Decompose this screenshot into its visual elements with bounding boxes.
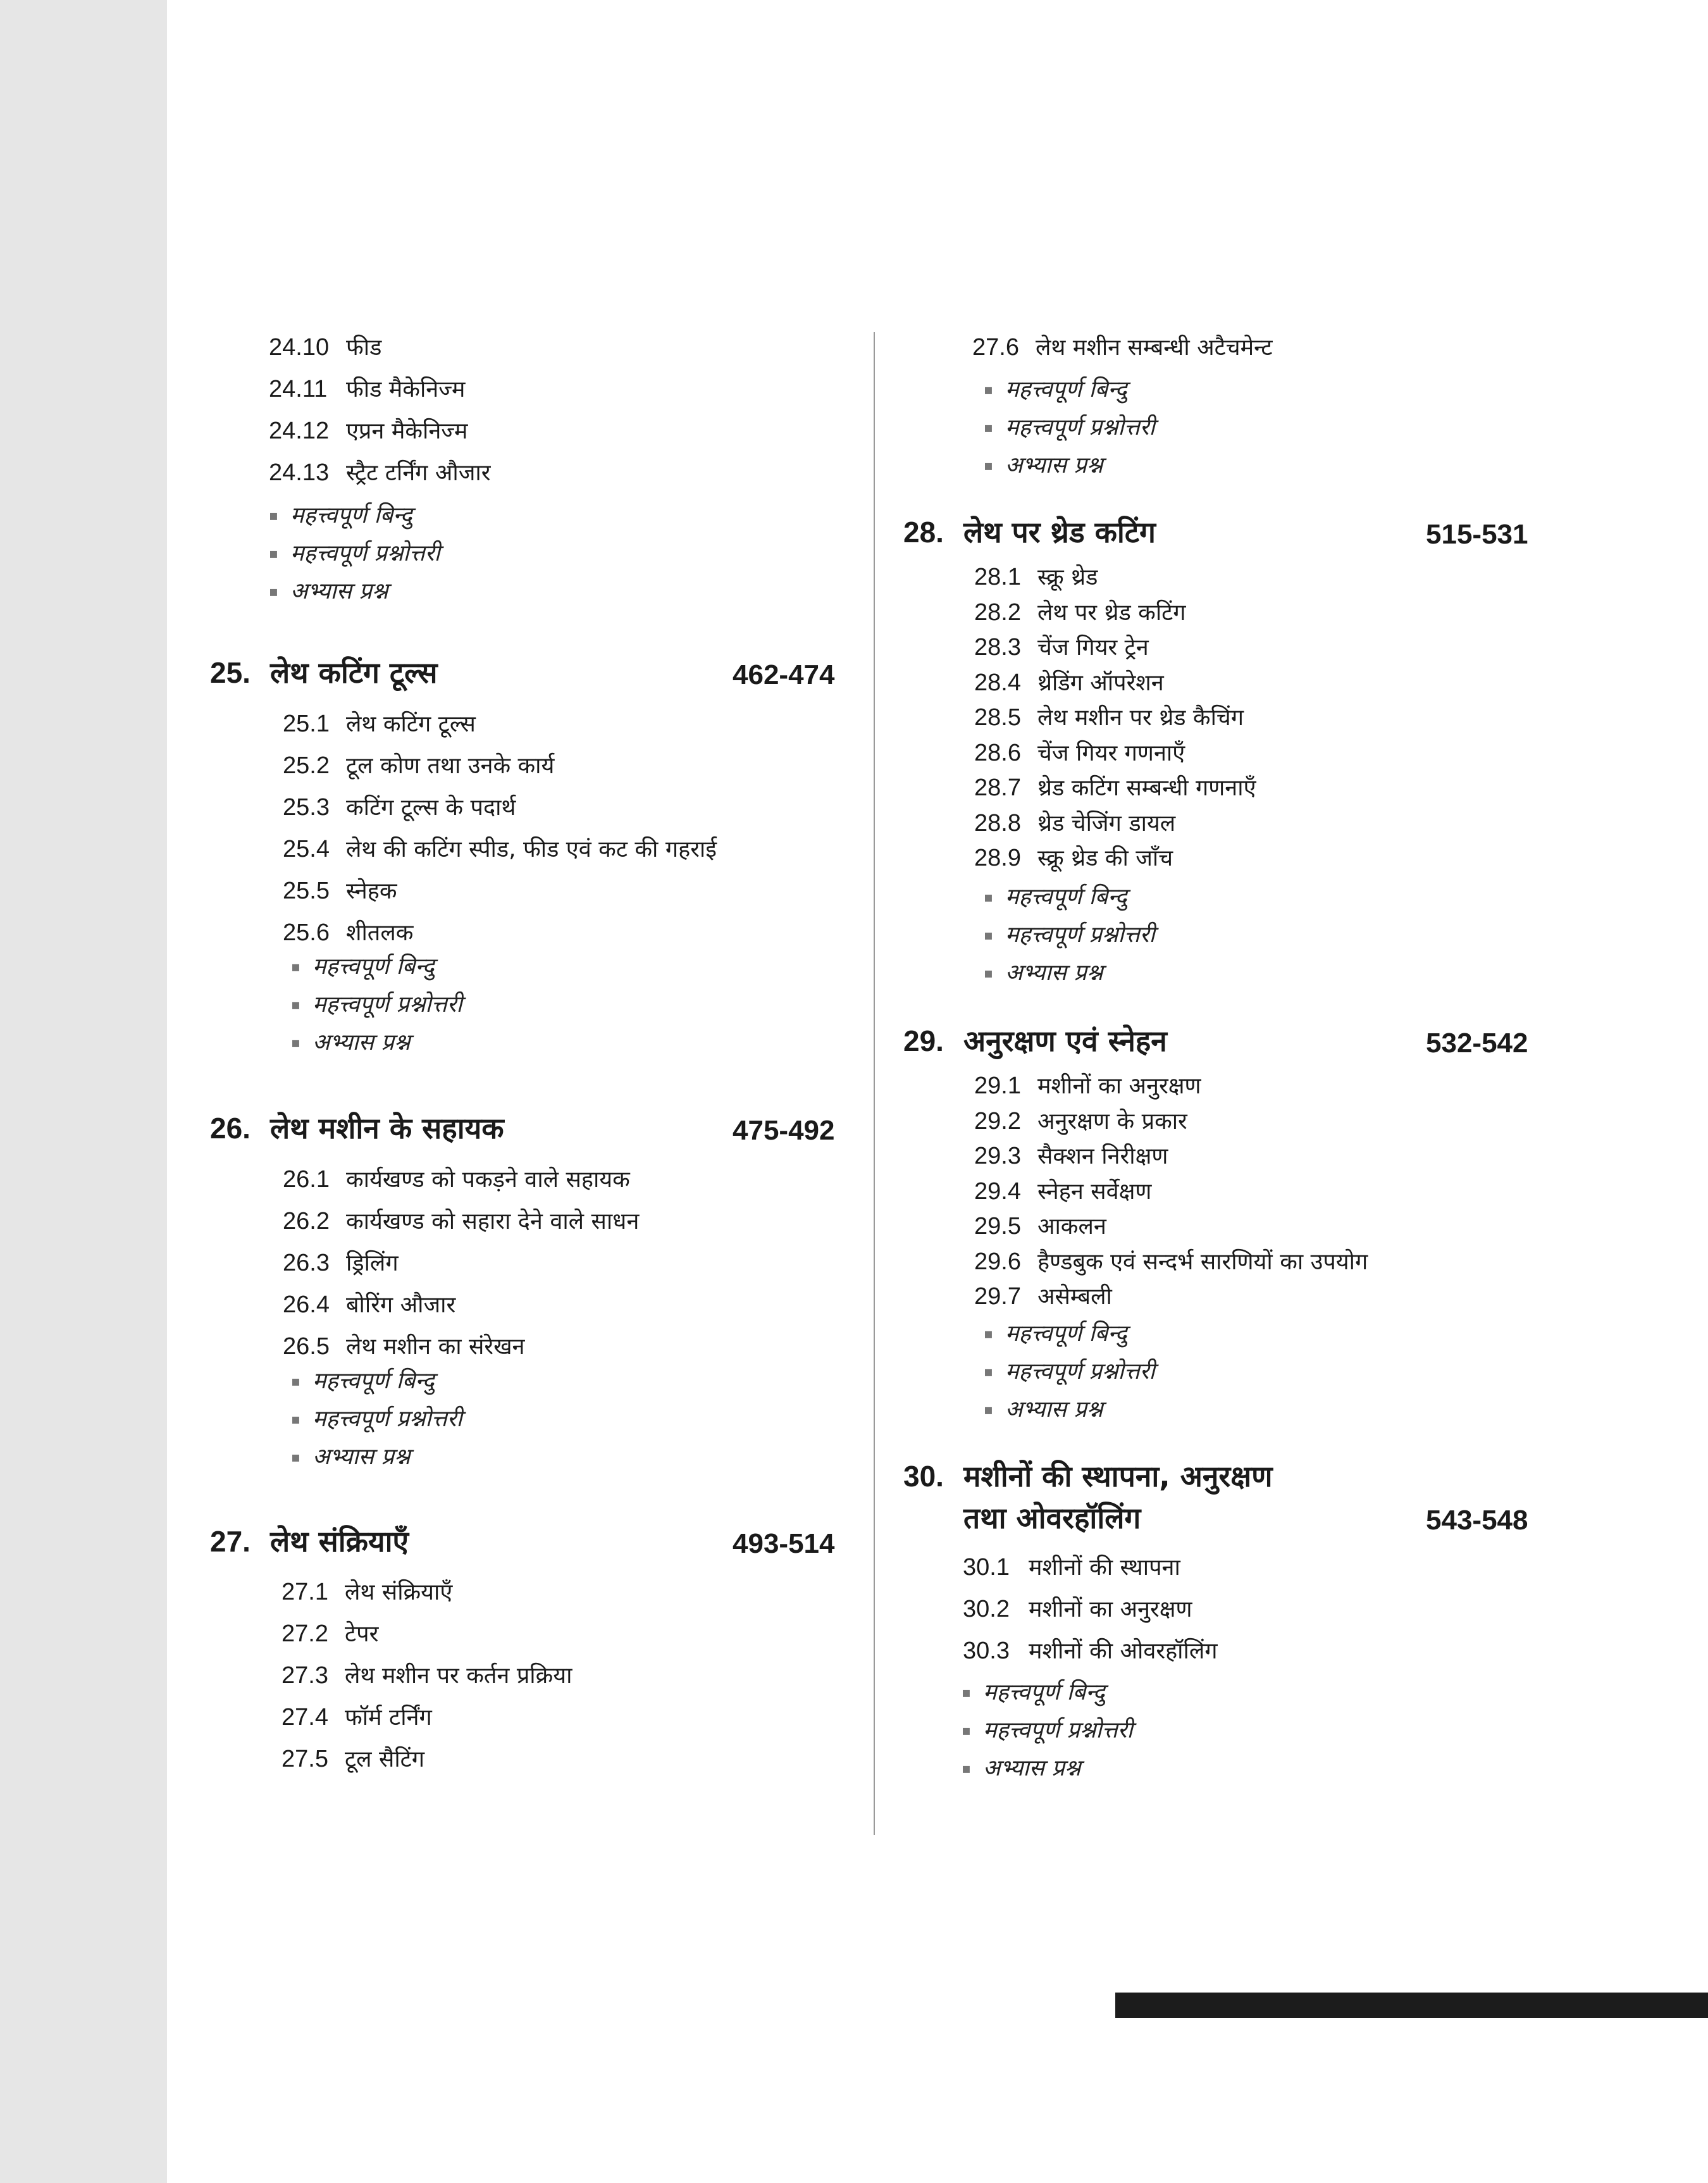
chapter-number: 26. [210, 1112, 251, 1145]
subsection-title: स्नेहक [346, 878, 397, 904]
bullet-icon: ▪ [984, 966, 993, 981]
toc-bullet-item [291, 1031, 410, 1054]
subsection-title: टूल सैटिंग [345, 1746, 425, 1772]
chapter-number: 28. [903, 516, 944, 549]
bullet-icon: ▪ [984, 1326, 993, 1342]
subsection-title: फॉर्म टर्निंग [345, 1705, 432, 1731]
toc-bullet-item [984, 378, 1127, 401]
toc-bullet-item [291, 993, 462, 1016]
toc-subsection [269, 335, 381, 359]
bullet-label: महत्त्वपूर्ण बिन्दु [290, 502, 412, 528]
subsection-title: लेथ मशीन पर थ्रेड कैचिंग [1037, 705, 1244, 731]
subsection-title: चेंज गियर गणनाएँ [1037, 740, 1185, 766]
chapter-page-range: 475-492 [733, 1115, 835, 1146]
subsection-number: 28.6 [974, 739, 1021, 766]
toc-subsection [283, 712, 476, 736]
bullet-icon: ▪ [962, 1723, 971, 1739]
bullet-label: महत्त्वपूर्ण बिन्दु [313, 1368, 435, 1394]
toc-subsection [974, 671, 1164, 695]
subsection-title: थ्रेड कटिंग सम्बन्धी गणनाएँ [1037, 775, 1256, 801]
bullet-label: अभ्यास प्रश्न [1005, 1396, 1103, 1422]
toc-bullet-item [984, 962, 1103, 985]
subsection-number: 25.6 [283, 919, 330, 946]
subsection-number: 29.1 [974, 1073, 1021, 1099]
toc-bullet-item [291, 1408, 462, 1431]
toc-subsection [283, 879, 397, 903]
bullet-label: महत्त्वपूर्ण बिन्दु [1005, 884, 1127, 910]
bullet-label: महत्त्वपूर्ण बिन्दु [1005, 376, 1127, 402]
bullet-icon: ▪ [984, 1364, 993, 1380]
bullet-label: महत्त्वपूर्ण प्रश्नोत्तरी [1005, 922, 1155, 948]
chapter-heading [903, 1024, 1167, 1058]
subsection-title: स्क्रू थ्रेड की जाँच [1037, 845, 1173, 871]
subsection-number: 27.6 [972, 334, 1019, 361]
toc-subsection [283, 1293, 455, 1317]
bullet-icon: ▪ [962, 1761, 971, 1777]
toc-subsection [283, 1209, 639, 1233]
bullet-label: अभ्यास प्रश्न [1005, 452, 1103, 478]
subsection-number: 26.1 [283, 1166, 330, 1193]
subsection-number: 27.4 [282, 1704, 328, 1731]
subsection-title: थ्रेड चेजिंग डायल [1037, 810, 1176, 837]
chapter-number: 29. [903, 1024, 944, 1057]
subsection-number: 28.5 [974, 704, 1021, 731]
bullet-icon: ▪ [269, 508, 278, 524]
column-divider [874, 332, 875, 1835]
toc-bullet-item [269, 542, 440, 565]
toc-subsection [283, 1334, 525, 1359]
bullet-icon: ▪ [984, 420, 993, 436]
toc-subsection [974, 1179, 1151, 1203]
toc-subsection [283, 921, 413, 945]
toc-subsection [282, 1747, 424, 1771]
subsection-title: एप्रन मैकेनिज्म [346, 418, 468, 444]
subsection-title: कटिंग टूल्स के पदार्थ [346, 795, 516, 821]
toc-subsection [282, 1664, 572, 1688]
subsection-title: मशीनों की स्थापना [1029, 1555, 1180, 1581]
toc-bullet-item [984, 454, 1103, 477]
subsection-number: 27.5 [282, 1746, 328, 1772]
subsection-number: 24.12 [269, 418, 330, 444]
toc-subsection [282, 1705, 432, 1729]
toc-bullet-item [291, 955, 435, 978]
bullet-label: महत्त्वपूर्ण बिन्दु [1005, 1321, 1127, 1346]
chapter-heading [210, 1524, 409, 1558]
chapter-heading [210, 1111, 504, 1145]
subsection-title: आकलन [1037, 1214, 1106, 1240]
subsection-number: 27.3 [282, 1662, 328, 1689]
subsection-title: फीड [346, 335, 382, 361]
toc-subsection [283, 1167, 630, 1191]
bullet-label: महत्त्वपूर्ण बिन्दु [983, 1679, 1105, 1705]
subsection-number: 29.3 [974, 1143, 1021, 1169]
subsection-number: 25.3 [283, 794, 330, 821]
toc-subsection [283, 1251, 399, 1275]
toc-subsection [974, 1250, 1368, 1274]
subsection-number: 24.13 [269, 459, 330, 486]
chapter-page-range: 515-531 [1426, 519, 1528, 550]
subsection-title: सैक्शन निरीक्षण [1037, 1143, 1168, 1169]
bullet-label: महत्त्वपूर्ण प्रश्नोत्तरी [983, 1717, 1133, 1743]
subsection-title: स्क्रू थ्रेड [1037, 564, 1098, 590]
subsection-title: लेथ संक्रियाएँ [345, 1579, 453, 1605]
chapter-title: लेथ मशीन के सहायक [270, 1111, 504, 1145]
subsection-number: 30.1 [963, 1554, 1010, 1581]
subsection-title: स्नेहन सर्वेक्षण [1037, 1178, 1152, 1205]
bullet-label: महत्त्वपूर्ण प्रश्नोत्तरी [290, 540, 440, 566]
subsection-number: 28.9 [974, 845, 1021, 871]
subsection-title: टूल कोण तथा उनके कार्य [346, 753, 555, 779]
subsection-number: 29.6 [974, 1248, 1021, 1275]
bullet-label: महत्त्वपूर्ण बिन्दु [313, 954, 435, 980]
subsection-number: 24.11 [269, 376, 328, 402]
chapter-title: लेथ कटिंग टूल्स [270, 656, 438, 690]
subsection-title: लेथ पर थ्रेड कटिंग [1037, 599, 1186, 626]
toc-bullet-item [984, 886, 1127, 909]
toc-subsection [974, 565, 1098, 589]
toc-subsection [974, 846, 1173, 870]
bullet-icon: ▪ [291, 1450, 300, 1465]
bullet-icon: ▪ [291, 1035, 300, 1051]
bullet-icon: ▪ [962, 1685, 971, 1701]
subsection-number: 25.1 [283, 711, 330, 737]
bullet-label: अभ्यास प्रश्न [313, 1029, 411, 1055]
toc-subsection [974, 1284, 1112, 1309]
toc-bullet-item [962, 1719, 1133, 1742]
toc-subsection [269, 377, 465, 401]
subsection-number: 30.3 [963, 1638, 1010, 1664]
subsection-title: मशीनों का अनुरक्षण [1029, 1596, 1192, 1622]
subsection-number: 30.2 [963, 1596, 1010, 1622]
toc-subsection [269, 419, 467, 443]
chapter-heading [903, 515, 1156, 549]
subsection-title: कार्यखण्ड को सहारा देने वाले साधन [346, 1209, 640, 1235]
chapter-heading [210, 656, 438, 690]
toc-subsection [974, 635, 1149, 659]
chapter-title-line2: तथा ओवरहॉलिंग [963, 1501, 1141, 1535]
subsection-title: लेथ मशीन पर कर्तन प्रक्रिया [345, 1663, 572, 1689]
subsection-title: चेंज गियर ट्रेन [1037, 635, 1149, 661]
bullet-label: अभ्यास प्रश्न [1005, 960, 1103, 986]
subsection-number: 28.8 [974, 809, 1021, 837]
toc-subsection [974, 600, 1186, 625]
footer-bar [1115, 1993, 1708, 2018]
toc-subsection [972, 335, 1273, 359]
subsection-title: ड्रिलिंग [346, 1250, 399, 1276]
chapter-title: अनुरक्षण एवं स्नेहन [963, 1024, 1167, 1058]
bullet-label: अभ्यास प्रश्न [290, 578, 388, 604]
subsection-title: असेम्बली [1037, 1284, 1112, 1310]
bullet-icon: ▪ [984, 382, 993, 398]
toc-bullet-item [984, 416, 1155, 439]
toc-bullet-item [962, 1681, 1105, 1704]
toc-subsection [974, 1144, 1168, 1168]
toc-subsection [963, 1597, 1192, 1621]
toc-bullet-item [962, 1757, 1080, 1780]
subsection-title: लेथ मशीन सम्बन्धी अटैचमेन्ट [1036, 335, 1273, 361]
toc-subsection [974, 811, 1175, 835]
bullet-icon: ▪ [291, 997, 300, 1013]
bullet-icon: ▪ [269, 584, 278, 600]
bullet-label: महत्त्वपूर्ण प्रश्नोत्तरी [1005, 1359, 1155, 1384]
chapter-page-range: 462-474 [733, 659, 835, 690]
chapter-number: 25. [210, 656, 251, 689]
subsection-number: 29.4 [974, 1178, 1021, 1205]
bullet-label: महत्त्वपूर्ण प्रश्नोत्तरी [313, 992, 462, 1017]
chapter-page-range: 532-542 [1426, 1028, 1528, 1059]
subsection-title: थ्रेडिंग ऑपरेशन [1037, 669, 1164, 696]
subsection-number: 25.4 [283, 836, 330, 862]
toc-subsection [283, 837, 717, 861]
subsection-number: 29.7 [974, 1283, 1021, 1310]
subsection-number: 28.7 [974, 774, 1021, 801]
subsection-title: कार्यखण्ड को पकड़ने वाले सहायक [346, 1167, 630, 1193]
subsection-title: मशीनों का अनुरक्षण [1037, 1073, 1201, 1099]
subsection-number: 29.5 [974, 1213, 1021, 1240]
chapter-title: लेथ पर थ्रेड कटिंग [963, 515, 1156, 549]
subsection-title: लेथ मशीन का संरेखन [346, 1334, 525, 1360]
toc-subsection [974, 706, 1244, 730]
chapter-title: लेथ संक्रियाएँ [270, 1524, 409, 1558]
bullet-icon: ▪ [291, 1374, 300, 1390]
chapter-heading [903, 1459, 1273, 1493]
subsection-title: लेथ कटिंग टूल्स [346, 711, 476, 737]
toc-subsection [269, 461, 490, 485]
subsection-title: बोरिंग औजार [346, 1292, 456, 1318]
toc-subsection [282, 1622, 378, 1646]
toc-bullet-item [984, 924, 1155, 947]
subsection-title: हैण्डबुक एवं सन्दर्भ सारणियों का उपयोग [1037, 1248, 1368, 1275]
bullet-icon: ▪ [984, 928, 993, 943]
toc-subsection [283, 795, 516, 819]
toc-bullet-item [984, 1398, 1103, 1421]
subsection-number: 24.10 [269, 334, 330, 361]
subsection-number: 26.2 [283, 1208, 330, 1235]
subsection-number: 28.4 [974, 669, 1021, 696]
subsection-title: लेथ की कटिंग स्पीड, फीड एवं कट की गहराई [346, 837, 717, 862]
toc-subsection [974, 1214, 1106, 1238]
bullet-icon: ▪ [984, 458, 993, 474]
bullet-label: महत्त्वपूर्ण प्रश्नोत्तरी [1005, 414, 1155, 440]
chapter-page-range: 493-514 [733, 1528, 835, 1559]
toc-subsection [974, 741, 1185, 765]
toc-subsection [283, 754, 554, 778]
chapter-page-range: 543-548 [1426, 1505, 1528, 1536]
subsection-title: टेपर [345, 1621, 379, 1647]
subsection-number: 28.1 [974, 564, 1021, 590]
toc-subsection [974, 1109, 1187, 1133]
toc-bullet-item [291, 1446, 410, 1469]
bullet-label: महत्त्वपूर्ण प्रश्नोत्तरी [313, 1406, 462, 1432]
bullet-icon: ▪ [984, 1402, 993, 1418]
subsection-title: फीड मैकेनिज्म [346, 376, 466, 402]
toc-bullet-item [984, 1360, 1155, 1383]
subsection-number: 27.1 [282, 1579, 328, 1605]
toc-subsection [974, 1074, 1201, 1098]
subsection-title: अनुरक्षण के प्रकार [1037, 1108, 1187, 1135]
toc-subsection [963, 1555, 1180, 1579]
subsection-title: स्ट्रैट टर्निंग औजार [346, 460, 491, 486]
subsection-number: 26.3 [283, 1250, 330, 1276]
subsection-number: 25.5 [283, 878, 330, 904]
bullet-icon: ▪ [291, 1412, 300, 1427]
toc-bullet-item [291, 1370, 435, 1393]
toc-subsection [282, 1580, 452, 1604]
toc-bullet-item [269, 504, 412, 527]
chapter-number: 30. [903, 1460, 944, 1493]
bullet-icon: ▪ [269, 546, 278, 562]
subsection-number: 25.2 [283, 752, 330, 779]
subsection-number: 26.5 [283, 1333, 330, 1360]
bullet-icon: ▪ [984, 890, 993, 905]
bullet-label: अभ्यास प्रश्न [313, 1444, 411, 1470]
toc-subsection [963, 1639, 1218, 1663]
page-margin [0, 0, 167, 2183]
subsection-number: 29.2 [974, 1107, 1021, 1135]
subsection-number: 28.2 [974, 599, 1021, 626]
toc-bullet-item [984, 1322, 1127, 1345]
subsection-number: 28.3 [974, 634, 1021, 661]
subsection-number: 26.4 [283, 1291, 330, 1318]
chapter-title: मशीनों की स्थापना, अनुरक्षण [963, 1459, 1273, 1493]
subsection-number: 27.2 [282, 1620, 328, 1647]
toc-bullet-item [269, 580, 388, 603]
subsection-title: मशीनों की ओवरहॉलिंग [1029, 1638, 1218, 1664]
toc-subsection [974, 776, 1256, 800]
subsection-title: शीतलक [346, 920, 414, 946]
bullet-label: अभ्यास प्रश्न [983, 1755, 1081, 1781]
bullet-icon: ▪ [291, 959, 300, 975]
chapter-number: 27. [210, 1525, 251, 1558]
